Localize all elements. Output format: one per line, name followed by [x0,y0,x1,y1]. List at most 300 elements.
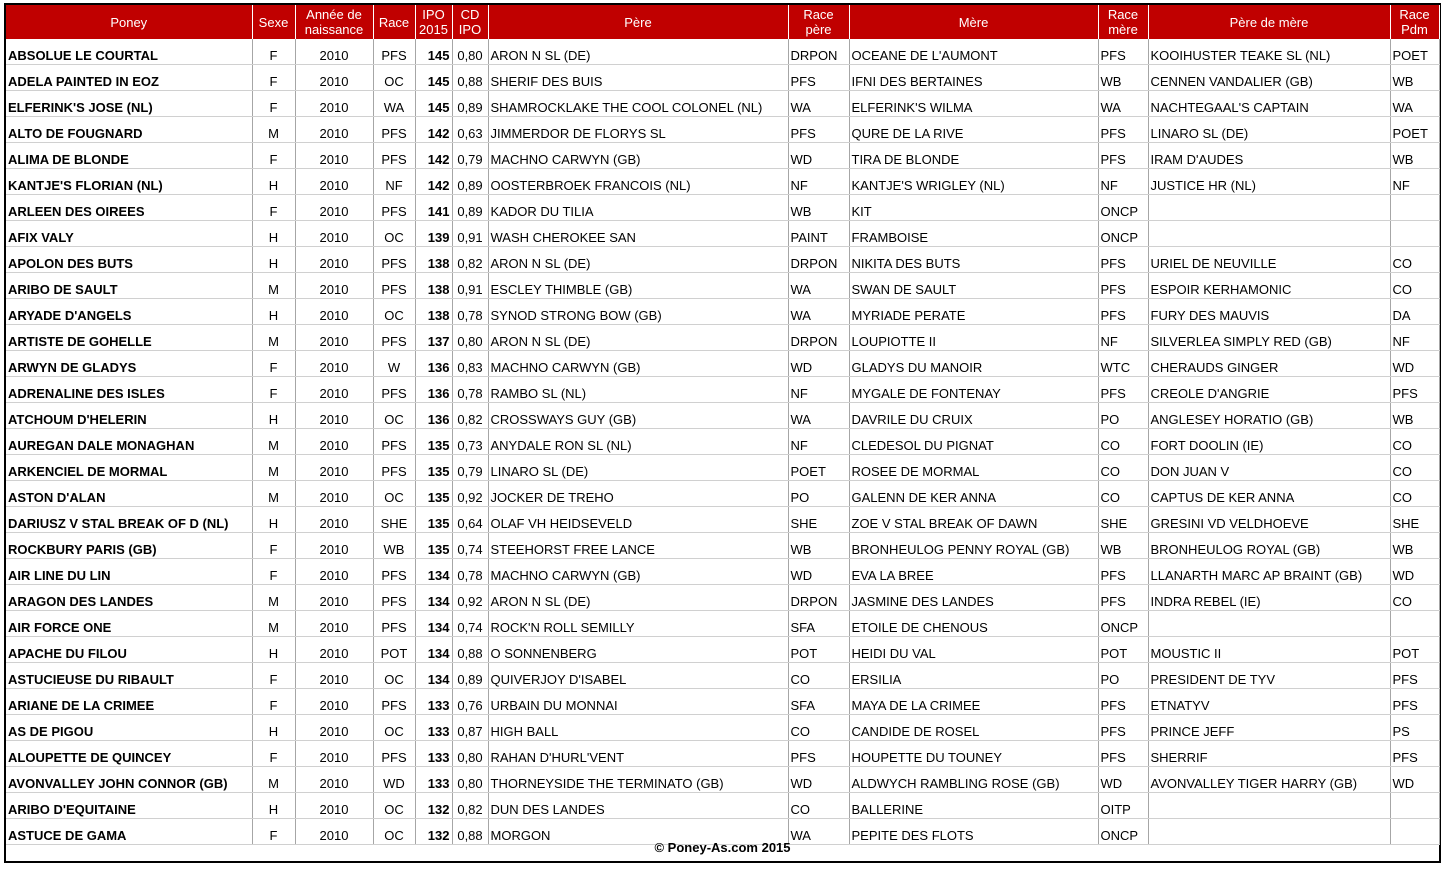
col-cd-ipo-cell: 0,88 [452,637,488,663]
col-mere-cell: JASMINE DES LANDES [849,585,1098,611]
col-race-cell: WD [373,767,415,793]
table-row [6,741,1439,767]
col-cd-ipo-cell: 0,63 [452,117,488,143]
col-ipo-cell: 136 [415,351,452,377]
col-race-pdm-cell: PS [1390,715,1439,741]
col-pere-de-mere-cell: FORT DOOLIN (IE) [1148,429,1390,455]
col-race-mere-cell: PFS [1098,559,1148,585]
col-poney-cell: ADELA PAINTED IN EOZ [6,65,252,91]
col-race-cell: PFS [373,689,415,715]
col-poney-cell: KANTJE'S FLORIAN (NL) [6,169,252,195]
col-pere-de-mere-cell: LLANARTH MARC AP BRAINT (GB) [1148,559,1390,585]
col-poney-cell: APOLON DES BUTS [6,247,252,273]
col-race-cell: PFS [373,741,415,767]
col-race-cell: PFS [373,585,415,611]
col-ipo-cell: 145 [415,65,452,91]
col-ipo-cell: 142 [415,117,452,143]
col-mere-cell: GALENN DE KER ANNA [849,481,1098,507]
col-mere-cell: OCEANE DE L'AUMONT [849,39,1098,65]
col-race-mere-cell: ONCP [1098,195,1148,221]
col-mere-cell: HOUPETTE DU TOUNEY [849,741,1098,767]
col-sexe-cell: M [252,117,295,143]
col-mere-cell: ZOE V STAL BREAK OF DAWN [849,507,1098,533]
col-annee-header: Année de naissance [295,5,373,39]
col-pere-de-mere-cell [1148,611,1390,637]
col-pere-de-mere-cell: URIEL DE NEUVILLE [1148,247,1390,273]
col-ipo-cell: 134 [415,637,452,663]
col-mere-cell: ELFERINK'S WILMA [849,91,1098,117]
col-race-pdm-cell [1390,611,1439,637]
col-pere-cell: MACHNO CARWYN (GB) [488,351,788,377]
col-ipo-cell: 137 [415,325,452,351]
col-pere-cell: MACHNO CARWYN (GB) [488,559,788,585]
table-row [6,455,1439,481]
col-pere-cell: KADOR DU TILIA [488,195,788,221]
col-pere-cell: SHERIF DES BUIS [488,65,788,91]
col-mere-cell: EVA LA BREE [849,559,1098,585]
col-race-pdm-cell: CO [1390,585,1439,611]
col-pere-de-mere-cell: INDRA REBEL (IE) [1148,585,1390,611]
col-race-pere-cell: CO [788,715,849,741]
col-pere-cell: OLAF VH HEIDSEVELD [488,507,788,533]
col-sexe-cell: H [252,247,295,273]
table-row [6,39,1439,65]
col-ipo-cell: 134 [415,585,452,611]
col-pere-cell: THORNEYSIDE THE TERMINATO (GB) [488,767,788,793]
col-annee-cell: 2010 [295,663,373,689]
col-race-pere-cell: PO [788,481,849,507]
col-race-pere-header: Race père [788,5,849,39]
col-race-pdm-cell: CO [1390,273,1439,299]
col-pere-de-mere-cell: CAPTUS DE KER ANNA [1148,481,1390,507]
col-annee-cell: 2010 [295,585,373,611]
col-race-pdm-cell: PFS [1390,663,1439,689]
col-pere-cell: JOCKER DE TREHO [488,481,788,507]
table-row [6,117,1439,143]
col-poney-cell: AIR LINE DU LIN [6,559,252,585]
table-row [6,325,1439,351]
col-cd-ipo-cell: 0,82 [452,247,488,273]
col-poney-cell: ATCHOUM D'HELERIN [6,403,252,429]
col-ipo-cell: 135 [415,533,452,559]
col-poney-cell: ASTUCE DE GAMA [6,819,252,845]
col-pere-cell: JIMMERDOR DE FLORYS SL [488,117,788,143]
col-pere-de-mere-cell: GRESINI VD VELDHOEVE [1148,507,1390,533]
col-race-cell: OC [373,715,415,741]
col-mere-cell: GLADYS DU MANOIR [849,351,1098,377]
col-pere-de-mere-cell: NACHTEGAAL'S CAPTAIN [1148,91,1390,117]
col-race-pere-cell: WD [788,351,849,377]
col-pere-de-mere-cell: JUSTICE HR (NL) [1148,169,1390,195]
col-sexe-cell: H [252,299,295,325]
col-race-mere-cell: PFS [1098,689,1148,715]
col-sexe-cell: M [252,585,295,611]
col-sexe-cell: F [252,689,295,715]
col-race-cell: OC [373,481,415,507]
col-race-pere-cell: WA [788,299,849,325]
col-cd-ipo-cell: 0,73 [452,429,488,455]
col-poney-cell: DARIUSZ V STAL BREAK OF D (NL) [6,507,252,533]
col-pere-cell: ESCLEY THIMBLE (GB) [488,273,788,299]
col-pere-de-mere-cell: SILVERLEA SIMPLY RED (GB) [1148,325,1390,351]
col-race-mere-cell: PFS [1098,247,1148,273]
col-annee-cell: 2010 [295,767,373,793]
col-annee-cell: 2010 [295,143,373,169]
col-sexe-cell: M [252,273,295,299]
col-ipo-cell: 135 [415,481,452,507]
col-race-cell: W [373,351,415,377]
col-race-cell: PFS [373,247,415,273]
col-sexe-cell: F [252,741,295,767]
table-row [6,663,1439,689]
col-cd-ipo-cell: 0,82 [452,403,488,429]
col-annee-cell: 2010 [295,715,373,741]
col-race-cell: PFS [373,429,415,455]
col-pere-cell: WASH CHEROKEE SAN [488,221,788,247]
col-sexe-cell: H [252,403,295,429]
table-row [6,559,1439,585]
col-mere-cell: TIRA DE BLONDE [849,143,1098,169]
col-race-pdm-cell: WA [1390,91,1439,117]
col-pere-cell: OOSTERBROEK FRANCOIS (NL) [488,169,788,195]
table-row [6,195,1439,221]
col-race-mere-cell: POT [1098,637,1148,663]
col-annee-cell: 2010 [295,273,373,299]
col-ipo-cell: 135 [415,507,452,533]
col-annee-cell: 2010 [295,91,373,117]
table-row [6,351,1439,377]
col-race-pdm-cell: NF [1390,169,1439,195]
col-pere-cell: RAHAN D'HURL'VENT [488,741,788,767]
col-pere-de-mere-cell: ETNATYV [1148,689,1390,715]
col-race-pdm-cell: WB [1390,65,1439,91]
col-sexe-cell: F [252,377,295,403]
col-poney-cell: ALTO DE FOUGNARD [6,117,252,143]
col-annee-cell: 2010 [295,377,373,403]
col-sexe-cell: M [252,455,295,481]
col-poney-cell: ARTISTE DE GOHELLE [6,325,252,351]
col-pere-de-mere-cell: IRAM D'AUDES [1148,143,1390,169]
col-mere-cell: DAVRILE DU CRUIX [849,403,1098,429]
col-race-cell: OC [373,221,415,247]
col-race-pdm-cell: WD [1390,559,1439,585]
table-row [6,299,1439,325]
col-pere-de-mere-cell [1148,195,1390,221]
col-mere-cell: MAYA DE LA CRIMEE [849,689,1098,715]
col-ipo-cell: 145 [415,91,452,117]
col-annee-cell: 2010 [295,117,373,143]
col-mere-cell: LOUPIOTTE II [849,325,1098,351]
col-sexe-cell: M [252,481,295,507]
col-poney-cell: ARLEEN DES OIREES [6,195,252,221]
col-pere-cell: ROCK'N ROLL SEMILLY [488,611,788,637]
col-pere-cell: DUN DES LANDES [488,793,788,819]
col-cd-ipo-cell: 0,82 [452,793,488,819]
col-ipo-cell: 132 [415,819,452,845]
col-poney-cell: ARAGON DES LANDES [6,585,252,611]
col-mere-header: Mère [849,5,1098,39]
col-annee-cell: 2010 [295,39,373,65]
col-sexe-cell: H [252,715,295,741]
col-poney-cell: APACHE DU FILOU [6,637,252,663]
col-cd-ipo-cell: 0,78 [452,377,488,403]
col-sexe-cell: F [252,39,295,65]
col-sexe-cell: F [252,143,295,169]
col-poney-cell: AS DE PIGOU [6,715,252,741]
col-pere-header: Père [488,5,788,39]
col-race-pdm-cell: DA [1390,299,1439,325]
col-race-pere-cell: WA [788,819,849,845]
col-race-pere-cell: WA [788,91,849,117]
col-ipo-cell: 139 [415,221,452,247]
col-race-mere-cell: PFS [1098,117,1148,143]
col-race-cell: PFS [373,39,415,65]
col-race-pere-cell: WD [788,559,849,585]
col-cd-ipo-cell: 0,76 [452,689,488,715]
col-pere-cell: ANYDALE RON SL (NL) [488,429,788,455]
col-ipo-cell: 134 [415,559,452,585]
col-race-cell: PFS [373,325,415,351]
col-race-pdm-cell: POET [1390,39,1439,65]
col-pere-cell: ARON N SL (DE) [488,325,788,351]
col-mere-cell: MYRIADE PERATE [849,299,1098,325]
col-race-cell: OC [373,65,415,91]
table-row [6,221,1439,247]
col-race-pdm-header: Race Pdm [1390,5,1439,39]
col-sexe-cell: M [252,767,295,793]
col-race-mere-cell: WA [1098,91,1148,117]
col-race-mere-cell: CO [1098,455,1148,481]
col-race-cell: PFS [373,559,415,585]
col-cd-ipo-cell: 0,78 [452,559,488,585]
col-annee-cell: 2010 [295,689,373,715]
col-race-pdm-cell: WB [1390,403,1439,429]
col-poney-cell: ELFERINK'S JOSE (NL) [6,91,252,117]
col-ipo-cell: 138 [415,273,452,299]
col-poney-cell: ARYADE D'ANGELS [6,299,252,325]
col-sexe-cell: H [252,169,295,195]
col-mere-cell: KANTJE'S WRIGLEY (NL) [849,169,1098,195]
col-race-pdm-cell: CO [1390,481,1439,507]
col-pere-cell: ARON N SL (DE) [488,247,788,273]
col-ipo-cell: 133 [415,689,452,715]
col-ipo-cell: 142 [415,143,452,169]
col-sexe-cell: M [252,611,295,637]
col-race-pere-cell: DRPON [788,39,849,65]
col-cd-ipo-cell: 0,79 [452,455,488,481]
col-race-mere-cell: CO [1098,481,1148,507]
table-row [6,715,1439,741]
col-poney-cell: ABSOLUE LE COURTAL [6,39,252,65]
col-mere-cell: ROSEE DE MORMAL [849,455,1098,481]
col-mere-cell: MYGALE DE FONTENAY [849,377,1098,403]
col-cd-ipo-cell: 0,87 [452,715,488,741]
col-ipo-cell: 133 [415,767,452,793]
col-race-pere-cell: POT [788,637,849,663]
col-poney-cell: ARIBO DE SAULT [6,273,252,299]
table-row [6,767,1439,793]
col-race-cell: OC [373,819,415,845]
col-pere-cell: QUIVERJOY D'ISABEL [488,663,788,689]
col-mere-cell: ETOILE DE CHENOUS [849,611,1098,637]
col-sexe-cell: M [252,429,295,455]
col-annee-cell: 2010 [295,507,373,533]
col-pere-de-mere-cell: AVONVALLEY TIGER HARRY (GB) [1148,767,1390,793]
col-ipo-header: IPO 2015 [415,5,452,39]
col-poney-cell: AUREGAN DALE MONAGHAN [6,429,252,455]
col-race-mere-cell: OITP [1098,793,1148,819]
col-mere-cell: BALLERINE [849,793,1098,819]
col-annee-cell: 2010 [295,455,373,481]
col-race-cell: SHE [373,507,415,533]
col-race-mere-header: Race mère [1098,5,1148,39]
col-poney-cell: ARIANE DE LA CRIMEE [6,689,252,715]
col-race-pere-cell: DRPON [788,325,849,351]
col-cd-ipo-header: CD IPO [452,5,488,39]
col-cd-ipo-cell: 0,78 [452,299,488,325]
table-row [6,611,1439,637]
col-race-cell: PFS [373,455,415,481]
col-sexe-cell: H [252,507,295,533]
col-race-mere-cell: CO [1098,429,1148,455]
col-poney-cell: ARIBO D'EQUITAINE [6,793,252,819]
col-race-pdm-cell: SHE [1390,507,1439,533]
col-poney-cell: AFIX VALY [6,221,252,247]
col-cd-ipo-cell: 0,80 [452,39,488,65]
col-pere-cell: HIGH BALL [488,715,788,741]
col-race-mere-cell: ONCP [1098,611,1148,637]
col-annee-cell: 2010 [295,559,373,585]
col-cd-ipo-cell: 0,83 [452,351,488,377]
poney-table [6,5,1440,845]
col-annee-cell: 2010 [295,195,373,221]
col-race-cell: OC [373,403,415,429]
col-race-cell: OC [373,793,415,819]
table-row [6,637,1439,663]
col-race-mere-cell: PFS [1098,299,1148,325]
col-ipo-cell: 134 [415,663,452,689]
table-row [6,91,1439,117]
col-cd-ipo-cell: 0,91 [452,273,488,299]
table-row [6,143,1439,169]
col-pere-de-mere-cell: DON JUAN V [1148,455,1390,481]
col-sexe-cell: M [252,325,295,351]
col-mere-cell: ERSILIA [849,663,1098,689]
col-sexe-cell: F [252,559,295,585]
col-pere-de-mere-cell: LINARO SL (DE) [1148,117,1390,143]
col-race-pere-cell: WB [788,195,849,221]
col-poney-cell: ADRENALINE DES ISLES [6,377,252,403]
col-mere-cell: ALDWYCH RAMBLING ROSE (GB) [849,767,1098,793]
col-race-cell: WB [373,533,415,559]
col-sexe-cell: F [252,65,295,91]
col-ipo-cell: 136 [415,403,452,429]
col-poney-cell: ASTON D'ALAN [6,481,252,507]
col-race-pere-cell: SHE [788,507,849,533]
col-poney-cell: ROCKBURY PARIS (GB) [6,533,252,559]
col-race-pere-cell: CO [788,793,849,819]
col-sexe-cell: F [252,351,295,377]
table-row [6,273,1439,299]
col-sexe-cell: H [252,221,295,247]
col-pere-cell: SHAMROCKLAKE THE COOL COLONEL (NL) [488,91,788,117]
col-pere-cell: ARON N SL (DE) [488,585,788,611]
col-cd-ipo-cell: 0,80 [452,767,488,793]
col-pere-cell: RAMBO SL (NL) [488,377,788,403]
col-race-pdm-cell: PFS [1390,377,1439,403]
col-race-cell: OC [373,663,415,689]
col-race-pdm-cell [1390,221,1439,247]
col-poney-cell: AVONVALLEY JOHN CONNOR (GB) [6,767,252,793]
col-cd-ipo-cell: 0,64 [452,507,488,533]
col-race-pdm-cell: CO [1390,429,1439,455]
col-pere-de-mere-cell: MOUSTIC II [1148,637,1390,663]
col-annee-cell: 2010 [295,793,373,819]
col-sexe-cell: F [252,533,295,559]
col-race-pere-cell: NF [788,377,849,403]
col-ipo-cell: 145 [415,39,452,65]
col-race-cell: PFS [373,611,415,637]
col-race-mere-cell: PO [1098,663,1148,689]
col-race-pere-cell: DRPON [788,247,849,273]
col-race-pere-cell: NF [788,429,849,455]
col-cd-ipo-cell: 0,74 [452,533,488,559]
col-cd-ipo-cell: 0,92 [452,481,488,507]
spreadsheet [4,3,1441,863]
table-row [6,429,1439,455]
col-pere-de-mere-cell: BRONHEULOG ROYAL (GB) [1148,533,1390,559]
col-race-pere-cell: WA [788,273,849,299]
col-mere-cell: PEPITE DES FLOTS [849,819,1098,845]
col-race-mere-cell: ONCP [1098,221,1148,247]
col-ipo-cell: 133 [415,741,452,767]
col-pere-de-mere-cell: CENNEN VANDALIER (GB) [1148,65,1390,91]
col-race-pere-cell: NF [788,169,849,195]
col-annee-cell: 2010 [295,351,373,377]
col-race-pere-cell: PFS [788,117,849,143]
col-race-mere-cell: PO [1098,403,1148,429]
table-row [6,247,1439,273]
col-ipo-cell: 142 [415,169,452,195]
col-annee-cell: 2010 [295,169,373,195]
col-mere-cell: IFNI DES BERTAINES [849,65,1098,91]
col-race-pere-cell: CO [788,663,849,689]
col-race-pdm-cell: NF [1390,325,1439,351]
col-race-pere-cell: WD [788,767,849,793]
col-race-mere-cell: PFS [1098,585,1148,611]
col-race-pdm-cell: POT [1390,637,1439,663]
col-race-pere-cell: DRPON [788,585,849,611]
col-mere-cell: KIT [849,195,1098,221]
col-annee-cell: 2010 [295,403,373,429]
col-race-mere-cell: ONCP [1098,819,1148,845]
col-race-cell: NF [373,169,415,195]
table-row [6,689,1439,715]
col-race-pere-cell: PFS [788,65,849,91]
col-cd-ipo-cell: 0,89 [452,91,488,117]
col-sexe-cell: F [252,663,295,689]
col-race-cell: PFS [373,195,415,221]
col-race-mere-cell: PFS [1098,143,1148,169]
col-pere-cell: SYNOD STRONG BOW (GB) [488,299,788,325]
col-annee-cell: 2010 [295,481,373,507]
col-race-pdm-cell [1390,195,1439,221]
col-race-cell: WA [373,91,415,117]
table-row [6,377,1439,403]
col-race-pdm-cell: WD [1390,351,1439,377]
table-row [6,169,1439,195]
col-mere-cell: NIKITA DES BUTS [849,247,1098,273]
